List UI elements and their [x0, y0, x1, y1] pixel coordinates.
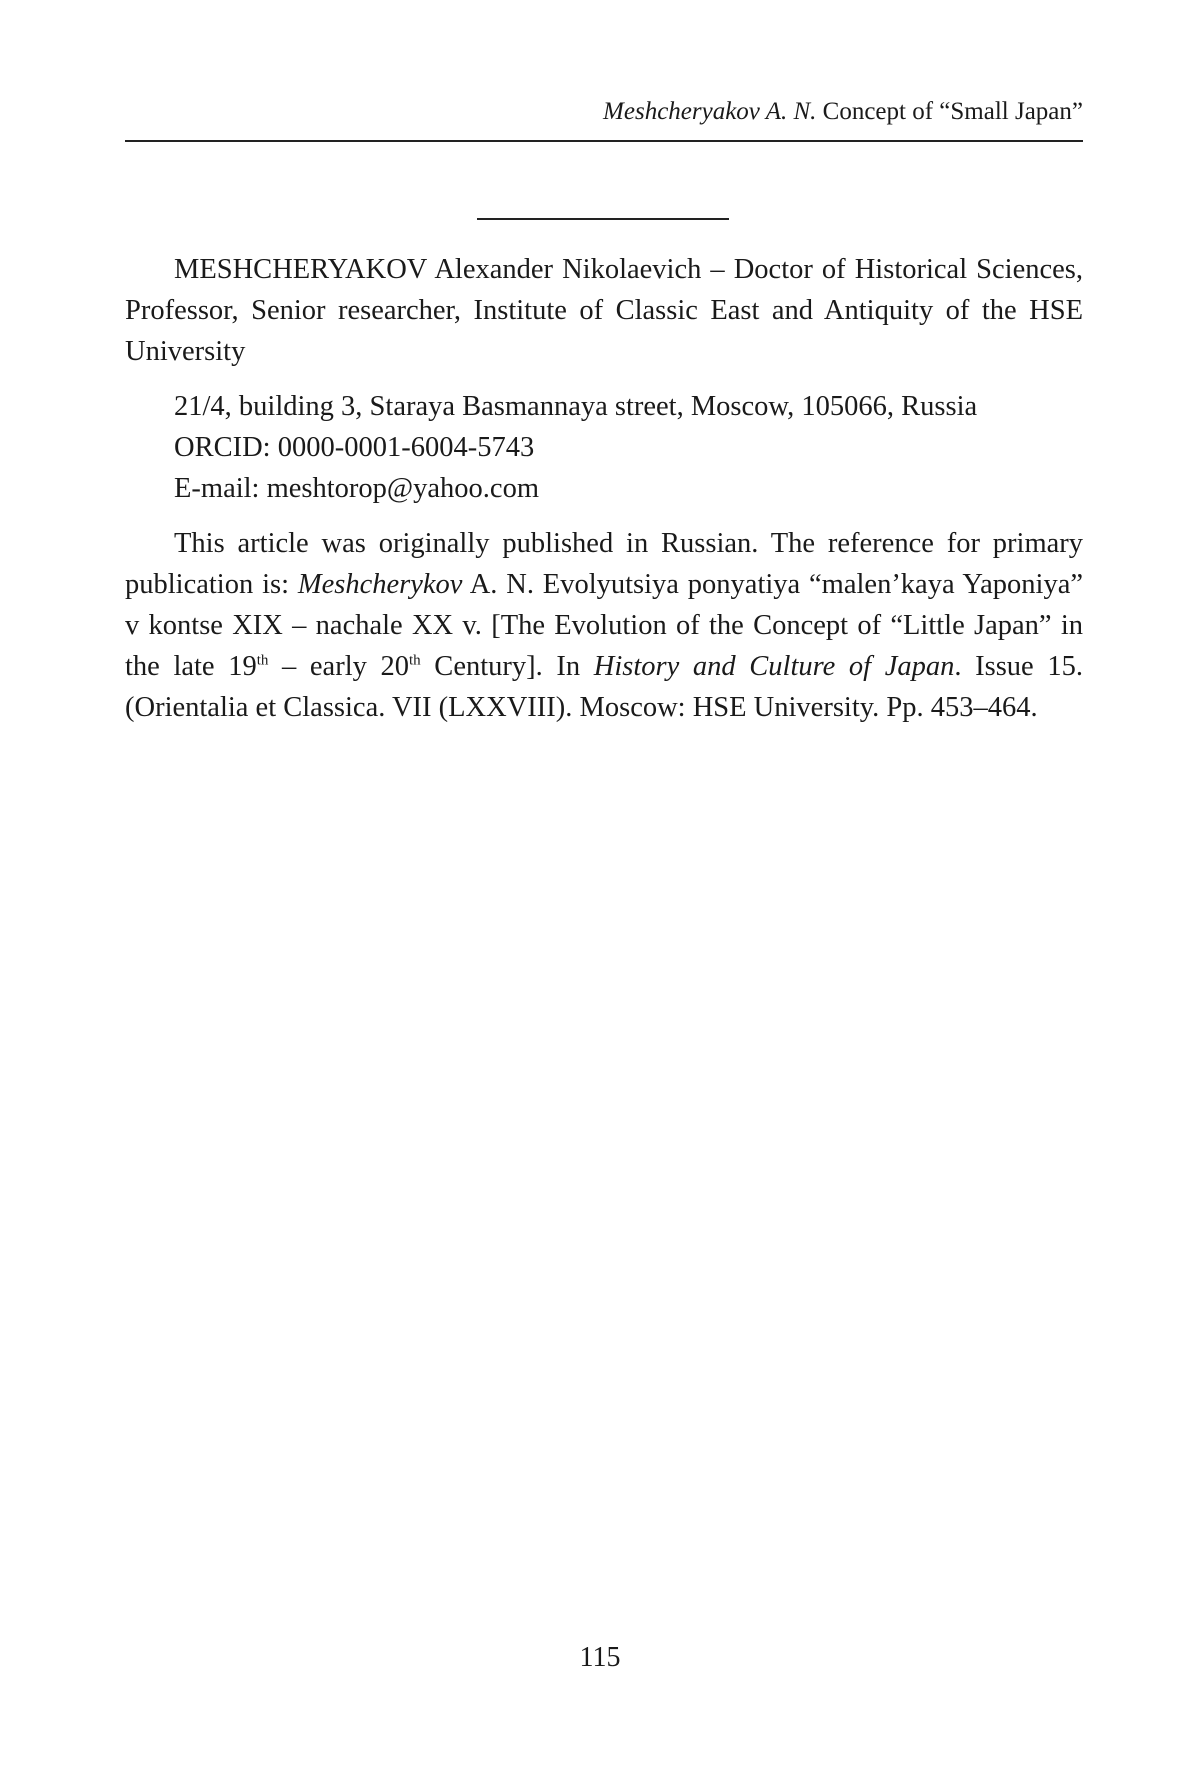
note-sup-1: th — [256, 652, 269, 669]
note-part-4: . Issue 15. (Orientalia et Classica. VII (LXXVIII). Moscow: HSE University. Pp. 453–464. — [125, 651, 1083, 723]
running-header-author: Meshcheryakov A. N. — [603, 98, 817, 125]
note-part-2: – early 20 — [268, 651, 409, 682]
section-separator — [477, 218, 729, 220]
author-contacts — [125, 386, 1083, 509]
author-bio: MESHCHERYAKOV Alexander Nikolaevich – Doctor of Historical Sciences, Professor, Senior researcher, Institute of Classic East and Antiquity of the HSE University — [125, 254, 1083, 367]
note-part-1: A. N. Evolyutsiya ponyatiya “malen’kaya Yaponiya” v kontse XIX – nachale XX v. [The Evolution of the Concept of “Little Japan” in the late 19 — [125, 569, 1083, 682]
header-rule — [125, 140, 1083, 142]
running-header-title: Concept of “Small Japan” — [822, 98, 1083, 125]
note-intro: This article was originally published in Russian. The reference for primary publication is: — [125, 528, 1083, 600]
note-sup-2: th — [409, 652, 421, 669]
author-address: 21/4, building 3, Staraya Basmannaya street, Moscow, 105066, Russia — [174, 391, 978, 422]
note-author: Meshcherykov — [297, 569, 463, 600]
author-orcid: ORCID: 0000-0001-6004-5743 — [174, 432, 535, 463]
publication-note — [125, 523, 1083, 728]
note-book-title: History and Culture of Japan — [593, 651, 955, 682]
main-content — [125, 249, 1083, 742]
note-part-3: Century]. In — [420, 651, 594, 682]
page-number: 115 — [579, 1642, 621, 1673]
running-header — [125, 96, 1083, 128]
author-email: E-mail: meshtorop@yahoo.com — [174, 473, 540, 504]
